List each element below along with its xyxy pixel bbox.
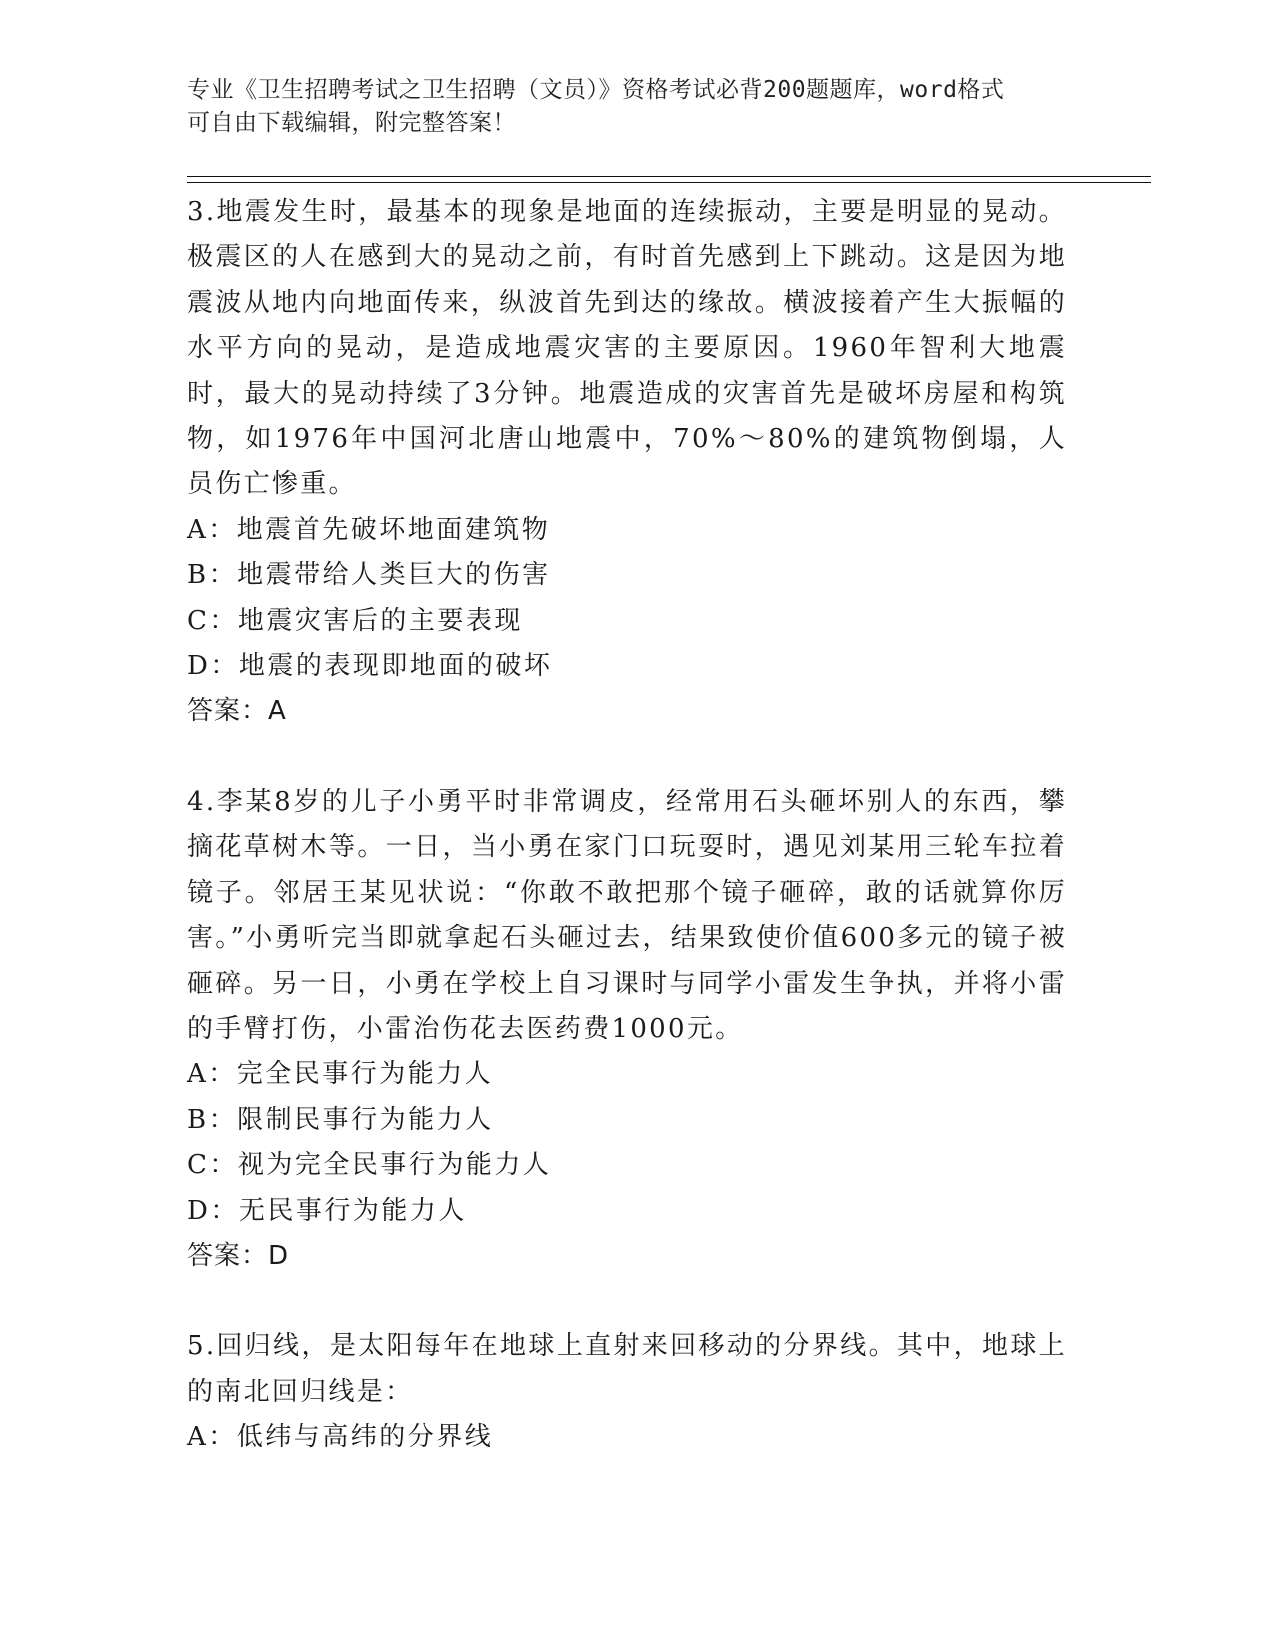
option-a: A：地震首先破坏地面建筑物 — [187, 514, 551, 545]
question-text: 3.地震发生时，最基本的现象是地面的连续振动，主要是明显的晃动。极震区的人在感到大的晃动之前，有时首先感到上下跳动。这是因为地震波从地内向地面传来，纵波首先到达的缘故。横波接着产生大振幅的水平方向的晃动，是造成地震灾害的主要原因。1960年智利大地震时，最大的晃动持续了3分钟。地震造成的灾害首先是破坏房屋和构筑物，如1976年中国河北唐山地震中，70%～80%的建筑物倒塌，人员伤亡惨重。 — [187, 197, 1067, 500]
option-c: C：视为完全民事行为能力人 — [187, 1150, 552, 1181]
spacer — [187, 1279, 1067, 1324]
header-line-1: 专业《卫生招聘考试之卫生招聘（文员）》资格考试必背200题题库，word格式 — [187, 77, 1005, 103]
document-header — [187, 74, 1067, 140]
header-line-2: 可自由下载编辑，附完整答案！ — [187, 110, 516, 136]
header-divider-top — [187, 176, 1151, 177]
option-d: D：无民事行为能力人 — [187, 1195, 467, 1226]
option-d: D：地震的表现即地面的破坏 — [187, 651, 553, 682]
question-3 — [187, 190, 1067, 735]
option-a: A：低纬与高纬的分界线 — [187, 1422, 494, 1453]
question-5 — [187, 1324, 1067, 1460]
option-b: B：地震带给人类巨大的伤害 — [187, 560, 551, 591]
answer-line: 答案：D — [187, 1240, 290, 1271]
header-divider-bottom — [187, 182, 1151, 183]
question-text: 5.回归线，是太阳每年在地球上直射来回移动的分界线。其中，地球上的南北回归线是： — [187, 1331, 1067, 1407]
answer-line: 答案：A — [187, 696, 287, 727]
option-a: A：完全民事行为能力人 — [187, 1059, 494, 1090]
question-list — [187, 190, 1067, 1461]
spacer — [187, 735, 1067, 780]
option-b: B：限制民事行为能力人 — [187, 1104, 494, 1135]
question-text: 4.李某8岁的儿子小勇平时非常调皮，经常用石头砸坏别人的东西，攀摘花草树木等。一日，当小勇在家门口玩耍时，遇见刘某用三轮车拉着镜子。邻居王某见状说：“你敢不敢把那个镜子砸碎，敢的话就算你厉害。”小勇听完当即就拿起石头砸过去，结果致使价值600多元的镜子被砸碎。另一日，小勇在学校上自习课时与同学小雷发生争执，并将小雷的手臂打伤，小雷治伤花去医药费1000元。 — [187, 786, 1067, 1044]
option-c: C：地震灾害后的主要表现 — [187, 605, 523, 636]
question-4 — [187, 780, 1067, 1279]
